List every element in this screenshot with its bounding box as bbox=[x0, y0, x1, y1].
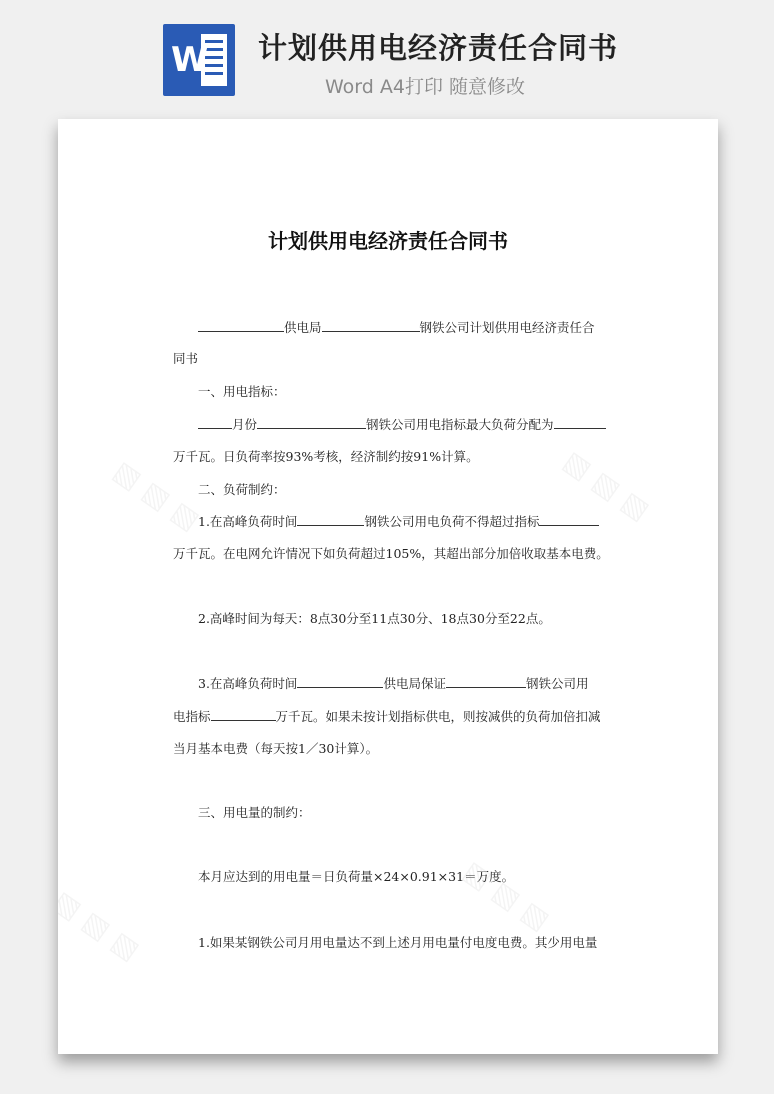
section-heading: 一、用电指标： bbox=[198, 384, 286, 399]
fill-blank[interactable] bbox=[198, 319, 284, 332]
paragraph-line: 供电局 钢铁公司计划供用电经济责任合 bbox=[198, 318, 595, 336]
fill-blank[interactable] bbox=[257, 416, 366, 429]
header-subtitle: Word A4打印 随意修改 bbox=[325, 76, 526, 98]
fill-blank[interactable] bbox=[297, 675, 383, 688]
paragraph-line: 万千瓦。日负荷率按93%考核，经济制约按91%计算。 bbox=[173, 449, 479, 464]
paragraph-line: 3.在高峰负荷时间 供电局保证 钢铁公司用 bbox=[198, 676, 589, 691]
paragraph-line: 当月基本电费（每天按1／30计算）。 bbox=[173, 741, 379, 756]
fill-blank[interactable] bbox=[198, 416, 232, 429]
word-icon bbox=[163, 24, 235, 96]
paragraph-line: 本月应达到的用电量＝日负荷量×24×0.91×31＝万度。 bbox=[198, 869, 515, 884]
watermark bbox=[58, 884, 146, 967]
paragraph-line: 万千瓦。在电网允许情况下如负荷超过105%，其超出部分加倍收取基本电费。 bbox=[173, 546, 609, 561]
fill-blank[interactable] bbox=[211, 708, 276, 721]
paragraph-line: 1.如果某钢铁公司月用电量达不到上述月用电量付电度电费。其少用电量 bbox=[198, 935, 598, 950]
word-letter: W bbox=[171, 40, 209, 80]
paragraph-line: 2.高峰时间为每天：8点30分至11点30分、18点30分至22点。 bbox=[198, 611, 551, 626]
fill-blank[interactable] bbox=[539, 513, 599, 526]
document-page bbox=[58, 119, 718, 1054]
header-title: 计划供用电经济责任合同书 bbox=[258, 31, 619, 65]
fill-blank[interactable] bbox=[322, 319, 420, 332]
document-title: 计划供用电经济责任合同书 bbox=[268, 229, 508, 253]
paragraph-line: 月份 钢铁公司用电指标最大负荷分配为 bbox=[198, 415, 606, 433]
paragraph-line: 同书 bbox=[173, 351, 199, 366]
paragraph-line: 电指标 万千瓦。如果未按计划指标供电，则按减供的负荷加倍扣减 bbox=[173, 709, 601, 724]
watermark bbox=[107, 454, 206, 537]
section-heading: 三、用电量的制约： bbox=[198, 805, 311, 820]
fill-blank[interactable] bbox=[446, 675, 526, 688]
header bbox=[0, 0, 774, 110]
fill-blank[interactable] bbox=[297, 513, 364, 526]
fill-blank[interactable] bbox=[554, 416, 606, 429]
section-heading: 二、负荷制约： bbox=[198, 482, 286, 497]
paragraph-line: 1.在高峰负荷时间 钢铁公司用电负荷不得超过指标 bbox=[198, 512, 599, 530]
